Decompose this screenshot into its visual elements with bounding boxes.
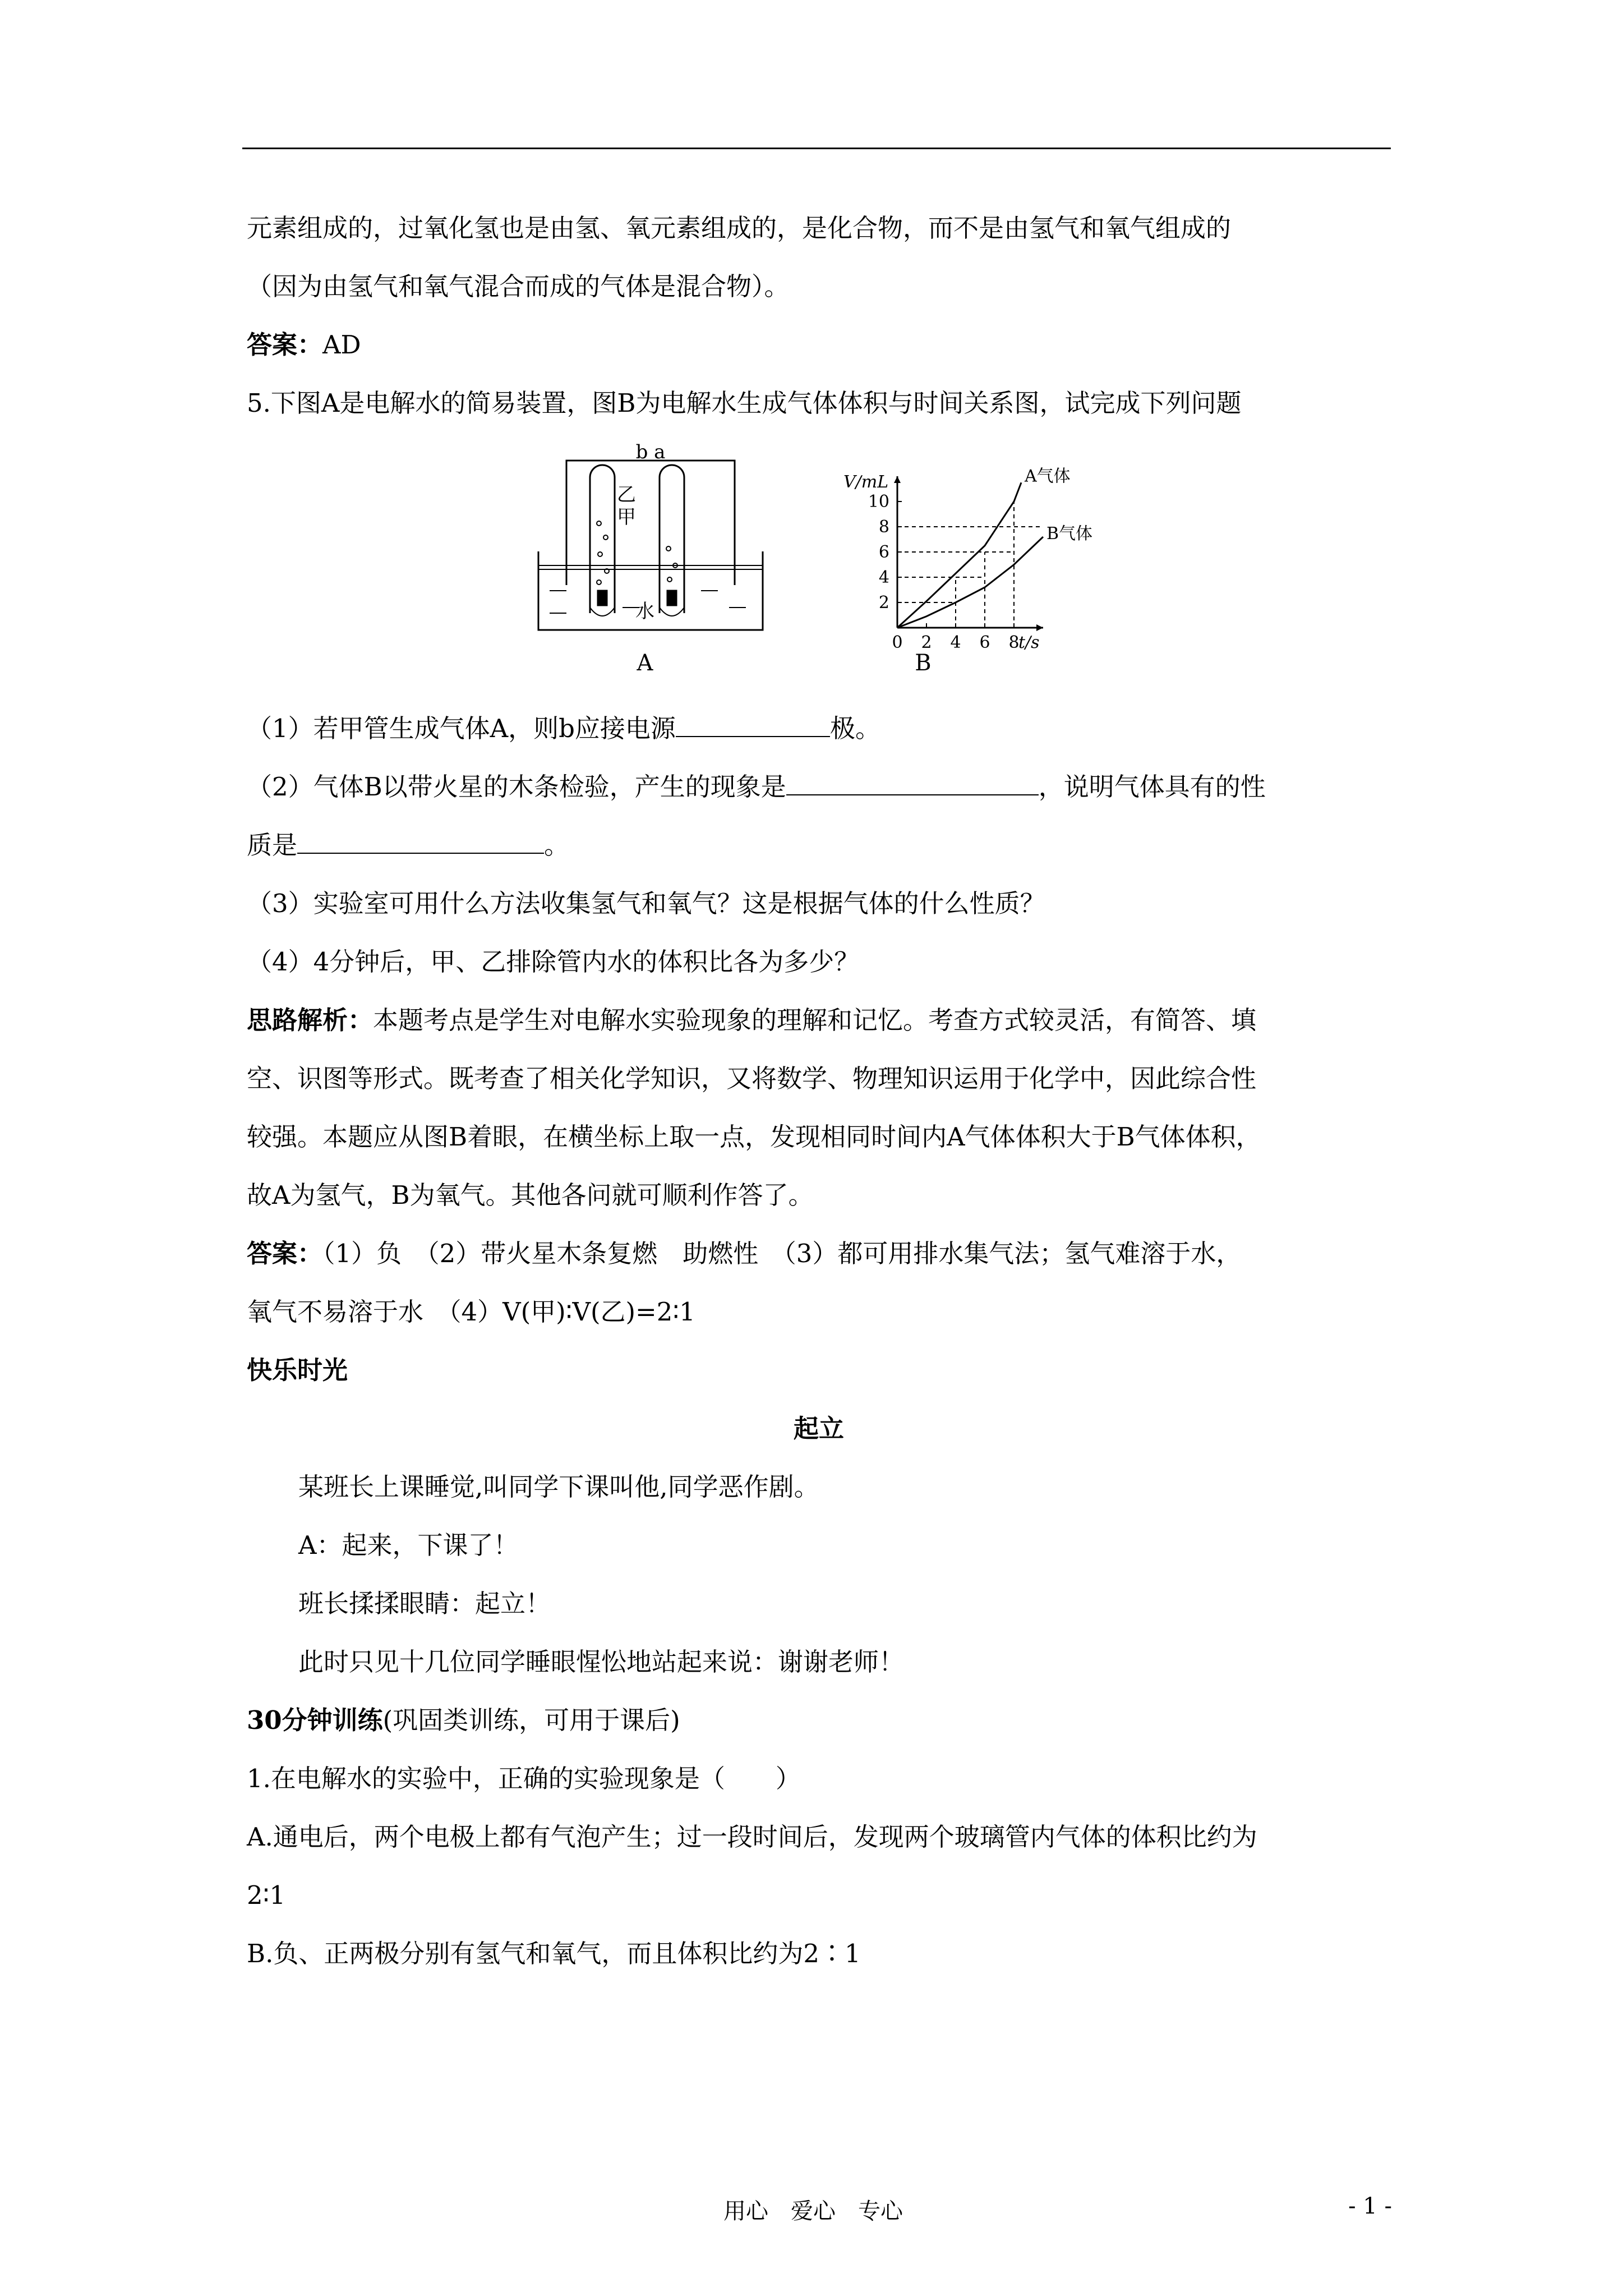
answer-line xyxy=(247,1225,1391,1283)
q2-text-end: ，说明气体具有的性 xyxy=(1038,772,1266,802)
question-5-stem: 5.下图A是电解水的简易装置，图B为电解水生成气体体积与时间关系图，试完成下列问题 xyxy=(247,388,1242,418)
header-rule xyxy=(242,148,1391,149)
y-axis-arrow xyxy=(894,476,901,483)
analysis-line xyxy=(247,991,1391,1050)
y-axis-label: V/mL xyxy=(843,472,889,492)
training-subtitle: (巩固类训练，可用于课后) xyxy=(382,1705,680,1735)
water-label: 水 xyxy=(635,600,654,623)
section-heading: 快乐时光 xyxy=(247,1355,348,1385)
y-tick-label: 8 xyxy=(878,517,889,537)
answer-text: （1）负 （2）带火星木条复燃 助燃性 （3）都可用排水集气法；氢气难溶于水， xyxy=(322,1239,1242,1268)
x-axis-label: t/s xyxy=(1018,633,1040,652)
story-line: 此时只见十几位同学睡眼惺忪地站起来说：谢谢老师！ xyxy=(298,1647,905,1677)
analysis-line: 空、识图等形式。既考查了相关化学知识，又将数学、物理知识运用于化学中，因此综合性 xyxy=(247,1064,1257,1093)
x-tick-label: 6 xyxy=(979,633,990,652)
page-number: - 1 - xyxy=(1348,2193,1392,2219)
answer-line: 氧气不易溶于水 （4）V(甲)∶V(乙)=2∶1 xyxy=(247,1297,695,1327)
series-line-b xyxy=(897,537,1043,628)
option-b: B.负、正两极分别有氢气和氧气，而且体积比约为2∶1 xyxy=(247,1939,861,1968)
q2-text: （2）气体B以带火星的木条检验，产生的现象是 xyxy=(247,772,786,802)
footer-slogan: 用心 爱心 专心 xyxy=(723,2198,903,2224)
x-tick-label: 4 xyxy=(950,633,961,652)
series-label-b: B气体 xyxy=(1046,524,1093,544)
analysis-label: 思路解析： xyxy=(247,1005,374,1035)
subquestion-4: （4）4分钟后，甲、乙排除管内水的体积比各为多少？ xyxy=(247,947,860,977)
subquestion-2-cont xyxy=(247,816,1391,875)
answer-label: 答案： xyxy=(247,330,323,360)
option-a-cont: 2∶1 xyxy=(247,1880,285,1910)
page-content xyxy=(247,199,1391,1983)
x-tick-label: 8 xyxy=(1008,633,1020,652)
story-title: 起立 xyxy=(793,1414,844,1443)
analysis-text: 本题考点是学生对电解水实验现象的理解和记忆。考查方式较灵活，有简答、填 xyxy=(373,1005,1257,1035)
q1-text: （1）若甲管生成气体A，则b应接电源 xyxy=(247,714,676,743)
electrolysis-apparatus-figure xyxy=(533,439,768,697)
text-line: （因为由氢气和氧气混合而成的气体是混合物）。 xyxy=(247,272,790,301)
answer-blank[interactable] xyxy=(297,830,544,854)
option-a: A.通电后，两个电极上都有气泡产生；过一段时间后，发现两个玻璃管内气体的体积比约为 xyxy=(247,1822,1257,1852)
training-title: 30分钟训练 xyxy=(247,1705,383,1735)
text-line: 元素组成的，过氧化氢也是由氢、氧元素组成的，是化合物，而不是由氢气和氧气组成的 xyxy=(247,213,1232,243)
training-question: 1.在电解水的实验中，正确的实验现象是（ ） xyxy=(247,1764,801,1793)
analysis-line: 故A为氢气，B为氧气。其他各问就可顺利作答了。 xyxy=(247,1180,814,1210)
x-tick-label: 0 xyxy=(892,633,903,652)
answer-text: AD xyxy=(322,330,361,360)
q2-line2-text: 质是 xyxy=(247,830,298,860)
q2-line2-end: 。 xyxy=(544,830,570,860)
wire-left xyxy=(566,461,735,585)
series-label-a: A气体 xyxy=(1025,466,1071,486)
x-axis-arrow xyxy=(1036,624,1043,631)
story-line: 班长揉揉眼睛：起立！ xyxy=(298,1589,551,1618)
y-tick-label: 10 xyxy=(868,492,889,512)
figure-a-caption: A xyxy=(637,650,653,676)
subquestion-3: （3）实验室可用什么方法收集氢气和氧气？这是根据气体的什么性质？ xyxy=(247,889,1045,918)
analysis-line: 较强。本题应从图B着眼，在横坐标上取一点，发现相同时间内A气体体积大于B气体体积， xyxy=(247,1122,1261,1152)
series-line-a xyxy=(897,482,1021,628)
training-heading xyxy=(247,1691,1391,1750)
answer-blank[interactable] xyxy=(786,772,1039,795)
subquestion-1 xyxy=(247,700,1391,758)
x-tick-label: 2 xyxy=(921,633,932,652)
answer-blank[interactable] xyxy=(676,714,830,737)
volume-time-chart xyxy=(839,439,1153,697)
tube-yi-label: 乙 xyxy=(617,484,636,506)
answer-line xyxy=(247,316,1391,374)
story-line: 某班长上课睡觉,叫同学下课叫他,同学恶作剧。 xyxy=(298,1472,819,1502)
y-tick-label: 6 xyxy=(878,542,889,562)
subquestion-2 xyxy=(247,758,1391,816)
story-line: A：起来，下课了！ xyxy=(298,1530,519,1560)
tube-jia-label: 甲 xyxy=(617,506,636,528)
figure-b-caption: B xyxy=(915,650,932,676)
figures-row xyxy=(247,439,1391,697)
q1-text-end: 极。 xyxy=(829,714,880,743)
terminal-label: b a xyxy=(635,441,666,463)
answer-label: 答案： xyxy=(247,1239,323,1268)
y-tick-label: 2 xyxy=(878,593,889,613)
y-tick-label: 4 xyxy=(878,568,889,587)
